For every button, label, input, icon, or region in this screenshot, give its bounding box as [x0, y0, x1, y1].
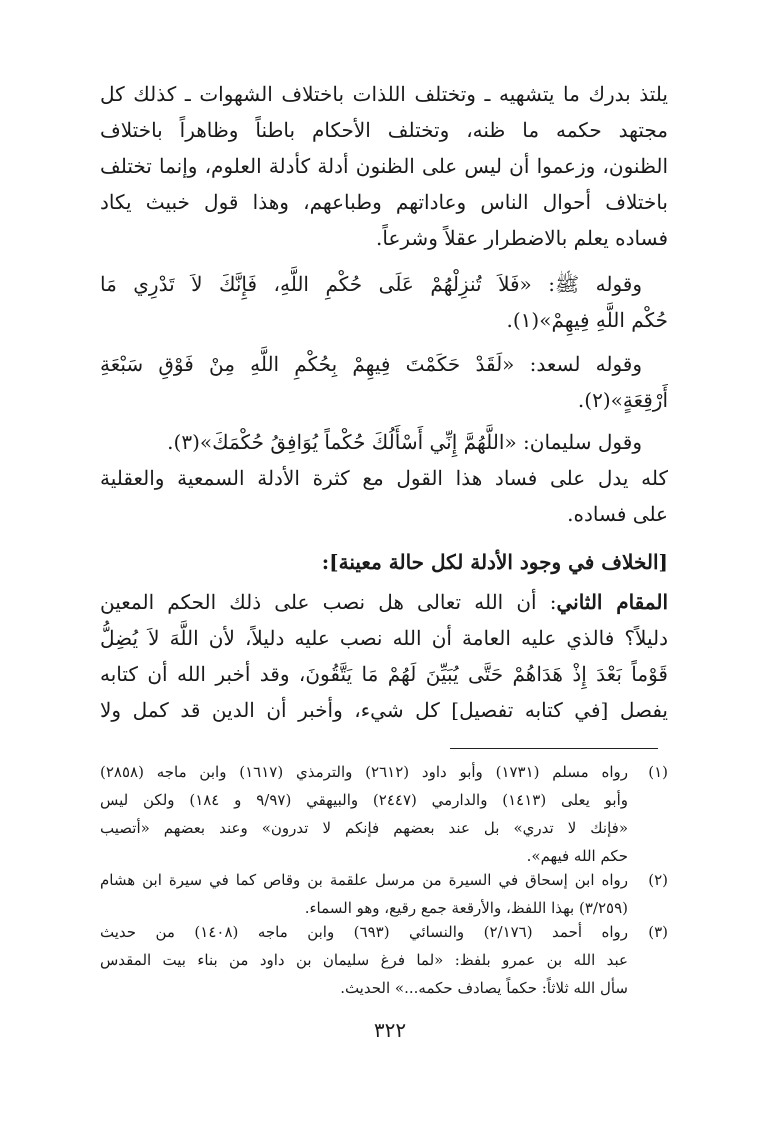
section-lead: المقام الثاني — [556, 590, 668, 614]
paragraph-3 — [100, 346, 668, 418]
footnote-line: رواه أحمد (٢/١٧٦) والنسائي (٦٩٣) وابن ماجه (١٤٠٨) من حديث — [100, 923, 628, 941]
paragraph-4 — [100, 424, 668, 532]
section-paragraph — [100, 584, 668, 728]
footnote-line: رواه مسلم (١٧٣١) وأبو داود (٢٦١٢) والترمذي (١٦١٧) وابن ماجه (٢٨٥٨) — [100, 763, 628, 781]
footnote-line: (٣/٢٥٩) بهذا اللفظ، والأرقعة جمع رقيع، وهو السماء. — [304, 899, 628, 917]
text-line: يلتذ بدرك ما يتشهيه ـ وتختلف اللذات باختلاف الشهوات ـ كذلك كل — [100, 82, 668, 106]
footnote-number: (٢) — [648, 871, 668, 889]
footnote-1 — [100, 758, 668, 870]
text-line: وقوله ﷺ: «فَلاَ تُنزِلْهُمْ عَلَى حُكْمِ اللَّهِ، فَإِنَّكَ لاَ تَدْرِي مَا — [100, 272, 642, 296]
footnote-line: سأل الله ثلاثاً: حكماً يصادف حكمه...» الحديث. — [340, 979, 628, 997]
footnote-separator — [450, 748, 658, 749]
text-line: قَوْماً بَعْدَ إِذْ هَدَاهُمْ حَتَّى يُبَيِّنَ لَهُمْ مَا يَتَّقُونَ، وقد أخبر الله أن كتابه — [100, 662, 668, 686]
paragraph-1 — [100, 76, 668, 256]
text-line: يفصل [في كتابه تفصيل] كل شيء، وأخبر أن الدين قد كمل ولا — [100, 698, 668, 722]
footnote-line: عبد الله بن عمرو بلفظ: «لما فرغ سليمان بن داود من بناء بيت المقدس — [100, 951, 628, 969]
section-heading-block — [100, 544, 668, 580]
footnote-number: (١) — [648, 763, 668, 781]
text-line: مجتهد حكمه ما ظنه، وتختلف الأحكام باطناً وظاهراً باختلاف — [100, 118, 668, 142]
page-number: ٣٢٢ — [373, 1018, 407, 1042]
text-line: وقول سليمان: «اللَّهُمَّ إِنِّي أَسْأَلُكَ حُكْماً يُوَافِقُ حُكْمَكَ»(٣). — [167, 430, 642, 454]
text-line — [100, 584, 668, 620]
text-line: دليلاً؟ فالذي عليه العامة أن الله نصب عليه دليلاً، لأن اللَّهَ لاَ يُضِلُّ — [100, 626, 668, 650]
paragraph-2 — [100, 266, 668, 338]
footnote-number: (٣) — [648, 923, 668, 941]
text-line: باختلاف أحوال الناس وعاداتهم وطباعهم، وهذا قول خبيث يكاد — [100, 190, 668, 214]
text-line: وقوله لسعد: «لَقَدْ حَكَمْتَ فِيهِمْ بِحُكْمِ اللَّهِ مِنْ فَوْقِ سَبْعَةِ — [100, 352, 642, 376]
text-line: حُكْم اللَّهِ فِيهِمْ»(١). — [506, 308, 668, 332]
text-line: الظنون، وزعموا أن ليس على الظنون أدلة كأدلة العلوم، وإنما تختلف — [100, 154, 668, 178]
section-heading: [الخلاف في وجود الأدلة لكل حالة معينة]: — [321, 550, 668, 574]
footnote-line: رواه ابن إسحاق في السيرة من مرسل علقمة بن وقاص كما في سيرة ابن هشام — [100, 871, 628, 889]
footnote-3 — [100, 918, 668, 1002]
text-line: كله يدل على فساد هذا القول مع كثرة الأدلة السمعية والعقلية — [100, 466, 668, 490]
footnote-2 — [100, 866, 668, 922]
footnote-line: حكم الله فيهم». — [526, 847, 628, 865]
footnote-line: «فإنك لا تدري» بل عند بعضهم فإنكم لا تدرون» وعند بعضهم «أتصيب — [100, 819, 628, 837]
section-lead-rest: : أن الله تعالى هل نصب على ذلك الحكم المعين — [100, 590, 557, 614]
text-line: على فساده. — [567, 502, 668, 526]
text-line: فساده يعلم بالاضطرار عقلاً وشرعاً. — [376, 226, 668, 250]
footnote-line: وأبو يعلى (١٤١٣) والدارمي (٢٤٤٧) والبيهقي (٩/٩٧ و ١٨٤) ولكن ليس — [100, 791, 628, 809]
text-line: أَرْقِعَةٍ»(٢). — [577, 388, 668, 412]
